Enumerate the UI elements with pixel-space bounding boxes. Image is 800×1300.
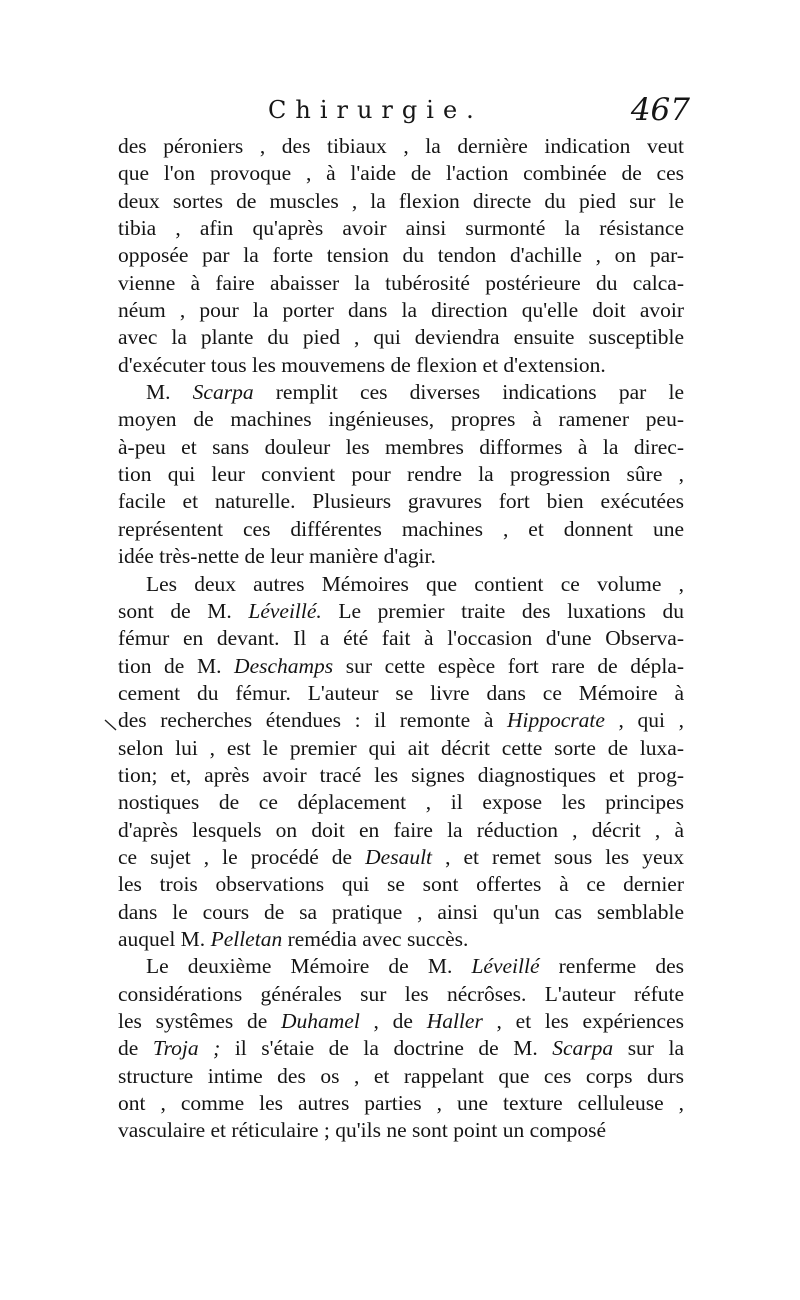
italic-name: Haller <box>426 1009 483 1033</box>
page-number: 467 <box>630 92 690 128</box>
text-line <box>118 133 684 160</box>
text-line <box>118 352 684 379</box>
text-run: les trois observations qui se sont offertes à ce dernier <box>118 872 684 897</box>
text-run: tion; et, après avoir tracé les signes diagnostiques et prog- <box>118 762 684 787</box>
text-run: il s'étaie de la doctrine de M. <box>220 1036 553 1061</box>
italic-name: Pelletan <box>210 926 283 951</box>
text-line <box>118 899 684 926</box>
text-line <box>118 871 684 898</box>
text-run: sont de M. <box>118 598 249 623</box>
text-run: vasculaire et réticulaire ; qu'ils ne sont point un composé <box>118 1118 607 1143</box>
text-line <box>118 270 684 297</box>
text-line <box>118 707 684 734</box>
text-run: à-peu et sans douleur les membres difformes à la direc- <box>118 434 684 459</box>
text-line <box>118 188 684 215</box>
text-line <box>118 516 684 543</box>
text-line <box>118 160 684 187</box>
text-run: idée très-nette de leur manière d'agir. <box>118 544 436 569</box>
text-run: que l'on provoque , à l'aide de l'action combinée de ces <box>118 161 684 186</box>
italic-name: Léveillé. <box>248 598 322 623</box>
text-line <box>118 543 684 570</box>
text-run: avec la plante du pied , qui deviendra ensuite susceptible <box>118 325 684 350</box>
text-line <box>118 215 684 242</box>
running-head <box>118 92 690 136</box>
text-run: tibia , afin qu'après avoir ainsi surmonté la résistance <box>118 216 684 241</box>
text-run: structure intime des os , et rappelant que ces corps durs <box>118 1063 684 1088</box>
text-line <box>118 981 684 1008</box>
text-run: , de <box>359 1009 427 1033</box>
text-run: sur cette espèce fort rare de dépla- <box>333 653 684 678</box>
text-run: d'exécuter tous les mouvemens de flexion et d'extension. <box>118 352 606 377</box>
text-line <box>118 406 684 433</box>
italic-name: Troja ; <box>152 1036 221 1061</box>
text-line <box>118 379 684 406</box>
text-line <box>118 735 684 762</box>
text-run: ont , comme les autres parties , une texture celluleuse , <box>118 1091 684 1116</box>
text-line <box>118 571 684 598</box>
text-line <box>118 789 684 816</box>
text-run: d'après lesquels on doit en faire la réduction , décrit , à <box>118 817 684 842</box>
text-line <box>118 434 684 461</box>
text-run: opposée par la forte tension du tendon d'achille , on par- <box>118 243 684 268</box>
text-line <box>118 598 684 625</box>
text-line <box>118 488 684 515</box>
text-run: remplit ces diverses indications par le <box>253 380 684 405</box>
body-text <box>118 133 684 1145</box>
italic-name: Desault <box>365 844 433 869</box>
text-run: renferme des <box>539 954 684 979</box>
italic-name: Hippocrate <box>506 708 605 733</box>
text-run: des recherches étendues : il remonte à <box>118 708 507 733</box>
italic-name: Duhamel <box>281 1009 360 1033</box>
text-run: fémur en devant. Il a été fait à l'occasion d'une Observa- <box>118 626 684 651</box>
text-run: sur la <box>613 1036 684 1061</box>
text-run: considérations générales sur les nécrôses. L'auteur réfute <box>118 981 684 1006</box>
italic-name: Scarpa <box>192 380 254 405</box>
text-run: représentent ces différentes machines , et donnent une <box>118 516 684 541</box>
text-line <box>118 461 684 488</box>
text-run: , qui , <box>604 708 684 733</box>
italic-name: Deschamps <box>234 653 334 678</box>
text-line <box>118 297 684 324</box>
text-run: tion qui leur convient pour rendre la progression sûre , <box>118 462 684 487</box>
text-run: dans le cours de sa pratique , ainsi qu'un cas semblable <box>118 899 684 924</box>
text-run: les systêmes de <box>118 1009 281 1033</box>
text-line <box>118 1117 684 1144</box>
italic-name: Scarpa <box>552 1036 614 1061</box>
text-line <box>118 680 684 707</box>
text-run: de <box>118 1036 153 1061</box>
italic-name: Léveillé <box>471 954 540 979</box>
text-line <box>118 817 684 844</box>
text-line <box>118 953 684 980</box>
text-run: deux sortes de muscles , la flexion directe du pied sur le <box>118 188 684 213</box>
text-run: cement du fémur. L'auteur se livre dans ce Mémoire à <box>118 680 684 705</box>
text-line <box>118 324 684 351</box>
text-run: Le deuxième Mémoire de M. <box>146 954 472 979</box>
running-title: Chirurgie. <box>268 96 483 124</box>
text-run: Le premier traite des luxations du <box>321 598 684 623</box>
text-run: facile et naturelle. Plusieurs gravures fort bien exécutées <box>118 489 684 514</box>
text-run: , et les expériences <box>482 1009 684 1033</box>
text-run: auquel M. <box>118 926 211 951</box>
text-run: nostiques de ce déplacement , il expose les principes <box>118 790 684 815</box>
text-line <box>118 1090 684 1117</box>
text-line <box>118 844 684 871</box>
text-line <box>118 653 684 680</box>
text-run: des péroniers , des tibiaux , la dernière indication veut <box>118 134 684 158</box>
text-run: moyen de machines ingénieuses, propres à ramener peu- <box>118 407 684 432</box>
text-run: remédia avec succès. <box>282 926 469 951</box>
text-run: selon lui , est le premier qui ait décrit cette sorte de luxa- <box>118 735 684 760</box>
text-line <box>118 625 684 652</box>
text-run: M. <box>146 380 193 405</box>
text-line <box>118 1063 684 1090</box>
text-run: Les deux autres Mémoires que contient ce volume , <box>146 571 684 596</box>
text-run: , et remet sous les yeux <box>432 844 684 869</box>
text-line <box>118 1008 684 1035</box>
text-line <box>118 762 684 789</box>
text-run: ce sujet , le procédé de <box>118 844 366 869</box>
text-line <box>118 926 684 953</box>
text-run: néum , pour la porter dans la direction qu'elle doit avoir <box>118 298 684 323</box>
text-run: vienne à faire abaisser la tubérosité postérieure du calca- <box>118 270 684 295</box>
text-line <box>118 1035 684 1062</box>
margin-mark <box>104 718 118 732</box>
text-line <box>118 242 684 269</box>
text-run: tion de M. <box>118 653 235 678</box>
